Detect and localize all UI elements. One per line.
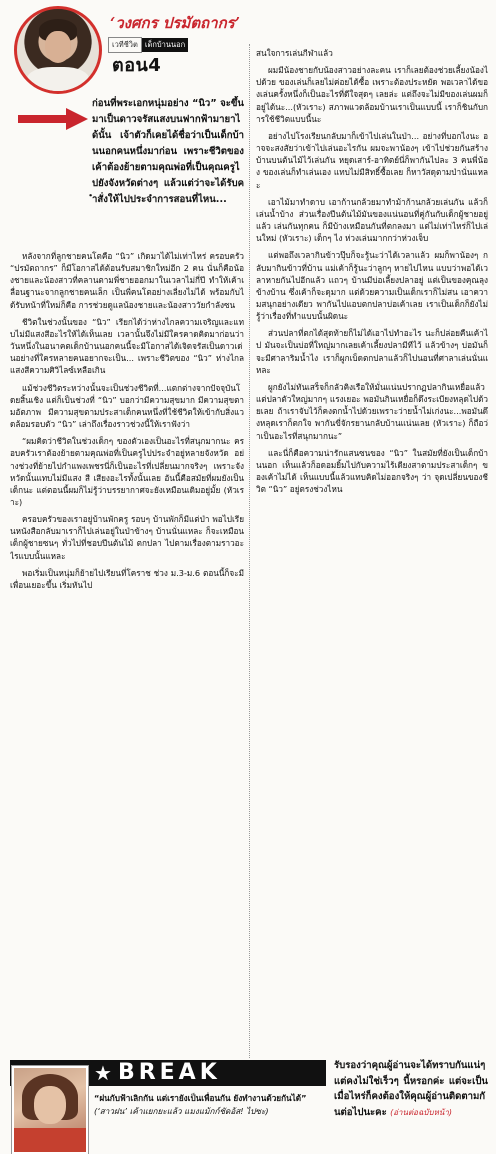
paragraph: ผูกยังไม่ทันเสร็จก็กลัวคิงเรือให้มั่นแน่นปรากฏปลากินเหยื่อแล้ว แต่ปลาตัวใหญ่มากๆ แรงเยอะ พอมันกินเหยื่อก็ดึงระเบียงหลุดไปด้วยเลย ถ้าเราจับไว้ก็คงตกน้ำไปด้วยเพราะว่ายน้ำไม่เก่งนะ...พอมันดึงหลุดเราก็ตกใจ พากันขี่จักรยานกลับบ้านแน่นเลย (หัวเราะ) ก็ถือว่าเป็นอะไรที่สนุกมากนะ”: [256, 381, 488, 441]
column-tag-right: เด็กบ้านนอก: [142, 38, 188, 52]
paragraph: หลังจากที่ลูกชายคนโตคือ “นิว” เกิดมาได้ไม่เท่าไหร่ ครอบครัว “ปรมัตถากร” ก็มีโอกาสได้ต้อนรับสมาชิกใหม่อีก 2 คน นั่นก็คือน้องชายและน้องสาวที่คลานตามพี่ชายออกมาในเวลาไม่กี่ปี ทำให้เค้าเลื่อนฐานะจากลูกชายคนเล็ก เป็นพี่คนโตอย่างเลี่ยงไม่ได้ พร้อมกับได้รับหน้าที่ใหม่ก็คือ การช่วยดูแลน้องชายและน้องสาววัยกำลังซน: [10, 251, 244, 310]
break-quote-box: [94, 1092, 326, 1148]
portrait-photo: [14, 6, 102, 94]
paragraph: ผมมีน้องชายกับน้องสาวอย่างละคน เราก็เลยต้องช่วยเลี้ยงน้องไปด้วย ของเล่นก็เลยไม่ค่อยได้ซื้อ เพราะต้องประหยัด พอเวลาได้ของเล่นครั้งหนึ่งก็เป็นอะไรที่ดีใจสุดๆ เลยล่ะ แต่ถึงจะไม่มีของเล่นผมก็อยู่ได้นะ...(หัวเราะ) สภาพแวดล้อมบ้านเราเป็นแบบนี้ เราก็ชินกับการใช้ชีวิตแบบนี้นะ: [256, 65, 488, 124]
portrait-face: [45, 31, 71, 63]
star-icon: ★: [94, 1061, 112, 1085]
body-column-right: [256, 47, 488, 1058]
continue-note: (อ่านต่อฉบับหน้า): [390, 1107, 452, 1117]
closing-text: รับรองว่าคุณผู้อ่านจะได้ทราบกันแน่ๆ แต่คงไม่ใช่เร็วๆ นี้หรอกค่ะ แต่จะเป็นเมื่อไหร่ก็คงต้องให้คุณผู้อ่านติดตามกันต่อไปนะคะ: [334, 1060, 488, 1118]
paragraph: ชีวิตในช่วงนั้นของ “นิว” เรียกได้ว่าห่างไกลความเจริญและแทบไม่มีแสงสีอะไรให้ได้เห็นเลย เวลานั้นจึงไม่มีใครคาดคิดมาก่อนว่า วันหนึ่งในอนาคตเด็กบ้านนอกคนนี้จะมีโอกาสได้เจิดจรัสเป็นดาวเด่นอย่างที่ใครหลายคนอยากจะเป็น... เพราะชีวิตของ “นิว” ห่างไกลแสงสีความศิวิไลซ์เหลือเกิน: [10, 316, 244, 376]
break-quote: “ฝนกับฟ้าเลิกกัน แต่เรายังเป็นเพื่อนกัน ยังทำงานด้วยกันได้”: [94, 1093, 307, 1103]
paragraph: สนใจการเล่นกีฬาแล้ว: [256, 48, 333, 58]
break-side-text: [334, 1058, 488, 1148]
body-column-left: [10, 250, 244, 1058]
paragraph: แม้ช่วงชีวิตระหว่างนั้นจะเป็นช่วงชีวิตที่...แตกต่างจากปัจจุบันโดยสิ้นเชิง แต่ก็เป็นช่วงที่ “นิว” บอกว่ามีความสุขมาก มีความสุขตามอัตภาพ มีความสุขตามประสาเด็กคนหนึ่งที่ใช้ชีวิตให้เข้ากับสิ่งแวดล้อมรอบตัว “นิว” เล่าถึงเรื่องราวช่วงนี้ให้เราฟังว่า: [10, 382, 244, 430]
episode-label: ตอน4: [112, 55, 162, 76]
lead-text: ก่อนที่พระเอกหนุ่มอย่าง “นิว” จะขึ้นมาเป็นดาวจรัสแสงบนฟากฟ้ามายาได้นั้น เจ้าตัวก็เคยได้ชื่อว่าเป็นเด็กบ้านนอกคนหนึ่งมาก่อน เพราะชีวิตของเค้าต้องย้ายตามคุณพ่อที่เป็นคุณครูไปยังจังหวัดต่างๆ แล้วแต่ว่าจะได้รับคำสั่งให้ไปประจำการสอนที่ไหน...: [92, 98, 244, 205]
lead-paragraph: [10, 96, 244, 248]
paragraph: ครอบครัวของเราอยู่บ้านพักครู รอบๆ บ้านพักก็มีแต่ป่า พอไปเรียนหนังสือกลับมาเราก็ไปเล่นอยู่ในป่าข้างๆ บ้านนั่นแหละ ก็จะเหมือนเด็กผู้ชายซนๆ ทั่วไปที่ชอบปีนต้นไม้ ตกปลา ไปตามเรื่องตามราวอะไรแบบนั้นแหละ: [10, 514, 244, 561]
paragraph: และนี่ก็คือความน่ารักแสนซนของ “นิว” ในสมัยที่ยังเป็นเด็กบ้านนอก เห็นแล้วก็อดอมยิ้มไปกับความไร้เดียงสาตามประสาเด็กๆ ของเค้าไม่ได้ เห็นแบบนี้แล้วแทบคิดไม่ออกจริงๆ ว่า จุดเปลี่ยนของชีวิต “นิว” อยู่ตรงช่วงไหน: [256, 447, 488, 495]
paragraph: “ผมคิดว่าชีวิตในช่วงเด็กๆ ของตัวเองเป็นอะไรที่สนุกมากนะ ครอบครัวเราต้องย้ายตามคุณพ่อที่เป็นครูไปประจำอยู่หลายจังหวัด อย่างช่วงที่ย้ายไปกำแพงเพชรนี่ก็เป็นอะไรที่เปลี่ยนมากจริงๆ เพราะจังหวัดนั้นแทบไม่มีแสง สี เสียงอะไรทั้งนั้นเลย อันนี้คือสมัยที่ผมยังเป็นเด็กนะ แต่ตอนนี้ผมก็ไม่รู้ว่าบรรยากาศจะยังเหมือนเดิมอยู่มั้ย (หัวเราะ): [10, 436, 244, 507]
break-photo-body: [14, 1128, 86, 1152]
break-photo-face: [34, 1086, 66, 1124]
break-title: BREAK: [117, 1060, 221, 1085]
paragraph: อย่างไปโรงเรียนกลับมาก็เข้าไปเล่นในป่า... อย่างที่บอกไงนะ อาจจะสงสัยว่าเข้าไปเล่นอะไรกัน ผมจะพาน้องๆ เข้าไปช่วยกันสร้างบ้านบนต้นไม้ไว้เล่นกัน หยุดเสาร์-อาทิตย์นี่ก็พากันไปละ 3 คนพี่น้อง ของเล่นก็ทำเล่นเอง แทบไม่มีสิทธิ์ซื้อเลย ก็หาวัสดุตามป่านั่นแหละ: [256, 130, 488, 190]
column-divider: [249, 44, 250, 1058]
paragraph: แต่พอถึงเวลากินข้าวปุ๊บก็จะรู้นะว่าได้เวลาแล้ว ผมก็พาน้องๆ กลับมากินข้าวที่บ้าน แม่เค้าก็รู้นะว่าลูกๆ หายไปไหน แบบว่าพอได้เวลาหายกันไปอีกแล้ว แถวๆ บ้านมีบ่อเลี้ยงปลาอยู่ แต่เป็นของคุณลุงข้างบ้าน ซึ่งเค้าก็จะดุมาก แต่ด้วยความเป็นเด็กเราก็ไม่สน เอาความสนุกอย่างเดียว พากันไปแอบตกปลาบ่อเค้าเลย เราเป็นเด็กก็ยังไม่รู้ว่าเรื่องที่ทำแบบนั้นผิดนะ: [256, 250, 488, 322]
paragraph: เอาไม้มาทำดาบ เอาก้านกล้วยมาทำม้าก้านกล้วยเล่นกัน แล้วก็เล่นน้ำบ้าง ส่วนเรื่องปีนต้นไม้มันของแน่นอนที่คู่กันกับเด็กผู้ชายอยู่แล้ว เล่นกันทุกคน ก็มีบ้างเหมือนกันที่ตกลงมา แต่ไม่เท่าไหร่ก็ไปเล่นใหม่ (หัวเราะ) เด็กๆ ไง ห่วงเล่นมากกว่าห่วงเจ็บ: [256, 196, 488, 244]
portrait-shirt: [27, 67, 89, 94]
break-photo: [12, 1066, 88, 1154]
article-title: ‘วงศกร ปรมัตถากร’: [110, 14, 240, 32]
column-tag-left: เวทีชีวิต: [108, 37, 142, 53]
break-caption: (‘สาวฝน’ เค้าแยกยะแล้ว แมงแม้กก์ชัดอ้ส! ไปซะ): [94, 1105, 269, 1116]
paragraph: ส่วนปลาที่ตกได้สุดท้ายก็ไม่ได้เอาไปทำอะไร นะก็ปล่อยคืนเค้าไป มันจะเป็นบ่อที่ใหญ่มากเลยเค้าเลี้ยงปลามีทีไว้ แล้วข้างๆ บ่อมันก็จะมีศาลาริมน้ำไง เราก็ผูกเบ็ดตกปลาแล้วก็ไปนอนที่ศาลาเล่นนั่นแหละ: [256, 328, 488, 375]
paragraph: พอเริ่มเป็นหนุ่มก็ย้ายไปเรียนที่โคราช ช่วง ม.3-ม.6 ตอนนี้ก็จะมีเพื่อนเยอะขึ้น เริ่มหันไป: [10, 567, 244, 590]
